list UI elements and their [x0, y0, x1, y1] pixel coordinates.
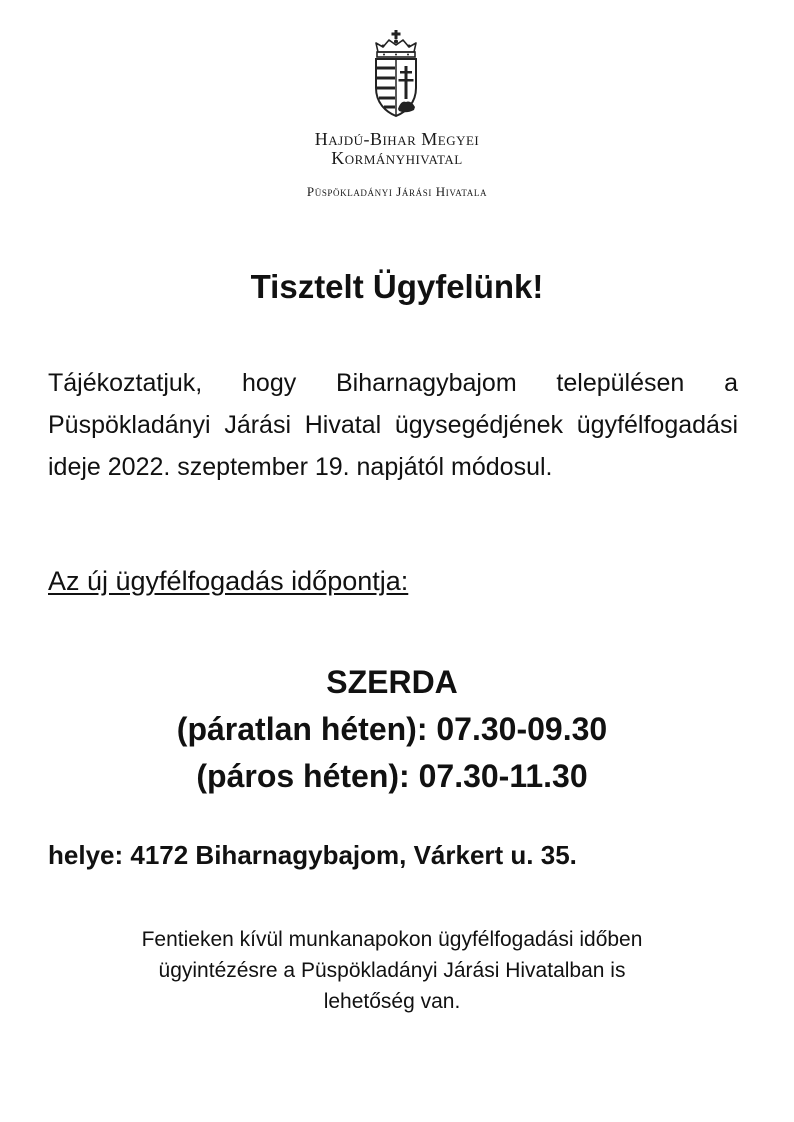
schedule-odd-week: (páratlan héten): 07.30-09.30: [176, 711, 608, 747]
notice-title: Tisztelt Ügyfelünk!: [250, 268, 544, 305]
org-name-line-1: Hajdú-Bihar Megyei: [314, 129, 480, 149]
org-name-line-2: Kormányhivatal: [331, 148, 463, 168]
hungarian-coat-of-arms-icon: [370, 30, 422, 122]
schedule-heading: Az új ügyfélfogadás időpontja:: [48, 566, 409, 596]
location-line: helye: 4172 Biharnagybajom, Várkert u. 35.: [48, 840, 577, 870]
footer-note-line-3: lehetőség van.: [323, 990, 461, 1013]
schedule-block: [0, 659, 784, 800]
schedule-day: SZERDA: [326, 664, 458, 700]
office-name: Püspökladányi Járási Hivatala: [306, 184, 488, 199]
footer-note: [0, 924, 784, 1017]
footer-note-line-2: ügyintézésre a Püspökladányi Járási Hivatalban is: [158, 959, 626, 982]
schedule-even-week: (páros héten): 07.30-11.30: [196, 758, 588, 794]
footer-note-line-1: Fentieken kívül munkanapokon ügyfélfogadási időben: [141, 928, 643, 951]
intro-paragraph: Tájékoztatjuk, hogy Biharnagybajom településen a Püspökladányi Járási Hivatal ügysegédjének ügyfélfogadási ideje 2022. szeptember 19. napjától módosul.: [48, 369, 738, 481]
